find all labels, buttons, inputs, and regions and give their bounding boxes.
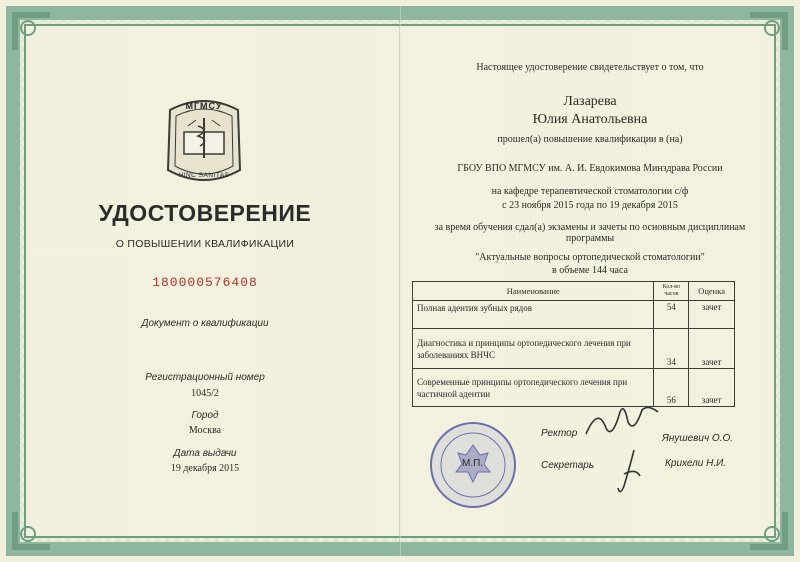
discipline-name: Современные принципы ортопедического лечения при частичной адентии	[413, 369, 654, 407]
disciplines-table	[412, 281, 735, 407]
header-grade: Оценка	[689, 282, 735, 301]
secretary-name: Крихели Н.И.	[665, 458, 727, 469]
table-header-row	[413, 282, 735, 301]
secretary-label: Секретарь	[541, 460, 595, 471]
emblem-top-text: МГМСУ	[185, 101, 223, 111]
discipline-name: Полная адентия зубных рядов	[413, 301, 654, 329]
header-hours: Кол-во часов	[654, 282, 689, 301]
rector-name: Янушевич О.О.	[662, 433, 734, 444]
table-row	[413, 369, 735, 407]
secretary-signature-icon	[610, 446, 650, 498]
issue-date-label: Дата выдачи	[173, 448, 237, 459]
city-label: Город	[191, 410, 219, 421]
holder-surname: Лазарева	[563, 94, 617, 109]
department-name: на кафедре терапевтической стоматологии с/ф	[491, 186, 689, 197]
program-volume: в объеме 144 часа	[552, 265, 628, 276]
discipline-hours: 54	[654, 301, 689, 329]
program-name: "Актуальные вопросы ортопедической стоматологии"	[475, 252, 705, 263]
corner-ornament-icon	[8, 508, 54, 554]
document-title: УДОСТОВЕРЕНИЕ	[98, 200, 312, 226]
rector-signature-icon	[582, 400, 662, 442]
institution-name: ГБОУ ВПО МГМСУ им. А. И. Евдокимова Минздрава России	[457, 163, 723, 174]
discipline-grade: зачет	[689, 369, 735, 407]
discipline-grade: зачет	[689, 301, 735, 329]
stamp-label: М.П.	[462, 458, 484, 469]
table-row	[413, 329, 735, 369]
passed-text: прошел(а) повышение квалификации в (на)	[497, 134, 683, 145]
registration-label: Регистрационный номер	[145, 372, 265, 383]
document-subtitle: О ПОВЫШЕНИИ КВАЛИФИКАЦИИ	[115, 238, 295, 250]
corner-ornament-icon	[746, 508, 792, 554]
issue-date-value: 19 декабря 2015	[170, 463, 240, 474]
rector-label: Ректор	[541, 428, 578, 439]
intro-text: Настоящее удостоверение свидетельствует о том, что	[476, 62, 704, 73]
registration-number: 1045/2	[191, 388, 219, 399]
discipline-hours: 56	[654, 369, 689, 407]
exams-text-line2: программы	[565, 233, 615, 244]
city-value: Москва	[188, 425, 222, 436]
center-fold	[399, 6, 401, 556]
table-row	[413, 301, 735, 329]
university-emblem	[148, 92, 260, 192]
emblem-motto: HINC SANITAS	[178, 172, 230, 179]
serial-number: 180000576408	[152, 275, 258, 290]
discipline-grade: зачет	[689, 329, 735, 369]
discipline-name: Диагностика и принципы ортопедического лечения при заболеваниях ВНЧС	[413, 329, 654, 369]
corner-ornament-icon	[8, 8, 54, 54]
header-name: Наименование	[413, 282, 654, 301]
training-period: с 23 ноября 2015 года по 19 декабря 2015	[502, 200, 678, 211]
discipline-hours: 34	[654, 329, 689, 369]
document-type-label: Документ о квалификации	[141, 318, 269, 329]
exams-text-line1: за время обучения сдал(а) экзамены и зачеты по основным дисциплинам	[434, 222, 746, 233]
corner-ornament-icon	[746, 8, 792, 54]
holder-given-names: Юлия Анатольевна	[532, 112, 648, 127]
